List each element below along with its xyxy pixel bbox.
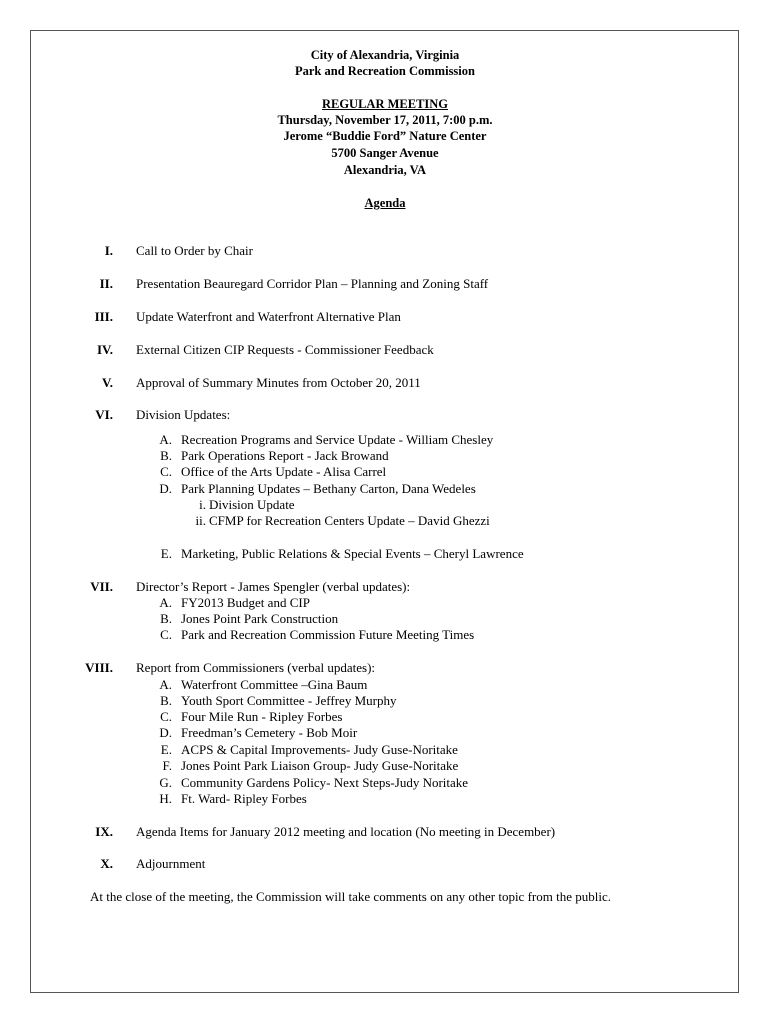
meeting-venue: Jerome “Buddie Ford” Nature Center (283, 129, 487, 143)
subitem-text: Ft. Ward- Ripley Forbes (181, 791, 307, 806)
subitem-text: Park Planning Updates – Bethany Carton, Dana Wedeles (181, 481, 476, 496)
subitem-letter: D. (159, 481, 172, 496)
subitem-text: Park and Recreation Commission Future Meeting Times (181, 627, 475, 642)
roman-numeral: ii. (195, 513, 206, 528)
subitem-text: Community Gardens Policy- Next Steps-Judy Noritake (181, 775, 469, 790)
commission-title: Park and Recreation Commission (295, 64, 475, 78)
subitem-text: ACPS & Capital Improvements- Judy Guse-Noritake (181, 742, 458, 757)
subitem-letter: F. (162, 758, 172, 773)
subitem-letter: C. (160, 464, 172, 479)
subitem-text: Park Operations Report - Jack Browand (181, 448, 389, 463)
subitem-letter: E. (160, 742, 172, 757)
item-number: X. (100, 856, 113, 871)
item-text: Approval of Summary Minutes from October 20, 2011 (136, 375, 421, 390)
subitem-text: Office of the Arts Update - Alisa Carrel (181, 464, 387, 479)
meeting-type: REGULAR MEETING (321, 97, 449, 111)
item-number: I. (104, 243, 113, 258)
meeting-datetime: Thursday, November 17, 2011, 7:00 p.m. (277, 113, 493, 127)
roman-subitem-text: CFMP for Recreation Centers Update – David Ghezzi (209, 513, 490, 528)
item-number: IX. (95, 824, 113, 839)
subitem-letter: A. (159, 595, 172, 610)
subitem-text: FY2013 Budget and CIP (181, 595, 310, 610)
subitem-letter: B. (160, 693, 172, 708)
item-text: Agenda Items for January 2012 meeting and location (No meeting in December) (136, 824, 556, 839)
meeting-type-row (0, 96, 770, 112)
item-text: External Citizen CIP Requests - Commissioner Feedback (136, 342, 434, 357)
city-title: City of Alexandria, Virginia (310, 48, 460, 62)
item-text: Division Updates: (136, 407, 231, 422)
subitem-letter: C. (160, 709, 172, 724)
subitem-text: Recreation Programs and Service Update - William Chesley (181, 432, 494, 447)
item-text: Adjournment (136, 856, 206, 871)
item-text: Update Waterfront and Waterfront Alternative Plan (136, 309, 401, 324)
item-number: VIII. (85, 660, 113, 675)
subitem-letter: A. (159, 677, 172, 692)
subitem-text: Jones Point Park Liaison Group- Judy Guse-Noritake (181, 758, 459, 773)
closing-note: At the close of the meeting, the Commission will take comments on any other topic from the public. (90, 889, 611, 904)
subitem-letter: E. (160, 546, 172, 561)
subitem-letter: B. (160, 448, 172, 463)
roman-numeral: i. (199, 497, 206, 512)
item-number: VII. (90, 579, 113, 594)
subitem-letter: H. (159, 791, 172, 806)
item-number: V. (102, 375, 113, 390)
item-text: Presentation Beauregard Corridor Plan – Planning and Zoning Staff (136, 276, 489, 291)
item-number: IV. (96, 342, 113, 357)
subitem-letter: A. (159, 432, 172, 447)
item-number: VI. (95, 407, 113, 422)
subitem-letter: G. (159, 775, 172, 790)
roman-subitem-text: Division Update (209, 497, 295, 512)
item-number: III. (94, 309, 113, 324)
subitem-text: Waterfront Committee –Gina Baum (181, 677, 368, 692)
subitem-letter: B. (160, 611, 172, 626)
item-text: Report from Commissioners (verbal updates): (136, 660, 376, 675)
meeting-citystate: Alexandria, VA (343, 163, 427, 177)
item-text: Director’s Report - James Spengler (verbal updates): (136, 579, 411, 594)
item-text: Call to Order by Chair (136, 243, 253, 258)
agenda-title: Agenda (364, 196, 406, 210)
subitem-text: Youth Sport Committee - Jeffrey Murphy (181, 693, 397, 708)
meeting-street: 5700 Sanger Avenue (331, 146, 439, 160)
item-number: II. (99, 276, 113, 291)
subitem-text: Marketing, Public Relations & Special Events – Cheryl Lawrence (181, 546, 524, 561)
subitem-letter: C. (160, 627, 172, 642)
subitem-text: Freedman’s Cemetery - Bob Moir (181, 725, 358, 740)
subitem-letter: D. (159, 725, 172, 740)
subitem-text: Jones Point Park Construction (181, 611, 339, 626)
agenda-title-row (0, 195, 770, 211)
subitem-text: Four Mile Run - Ripley Forbes (181, 709, 343, 724)
